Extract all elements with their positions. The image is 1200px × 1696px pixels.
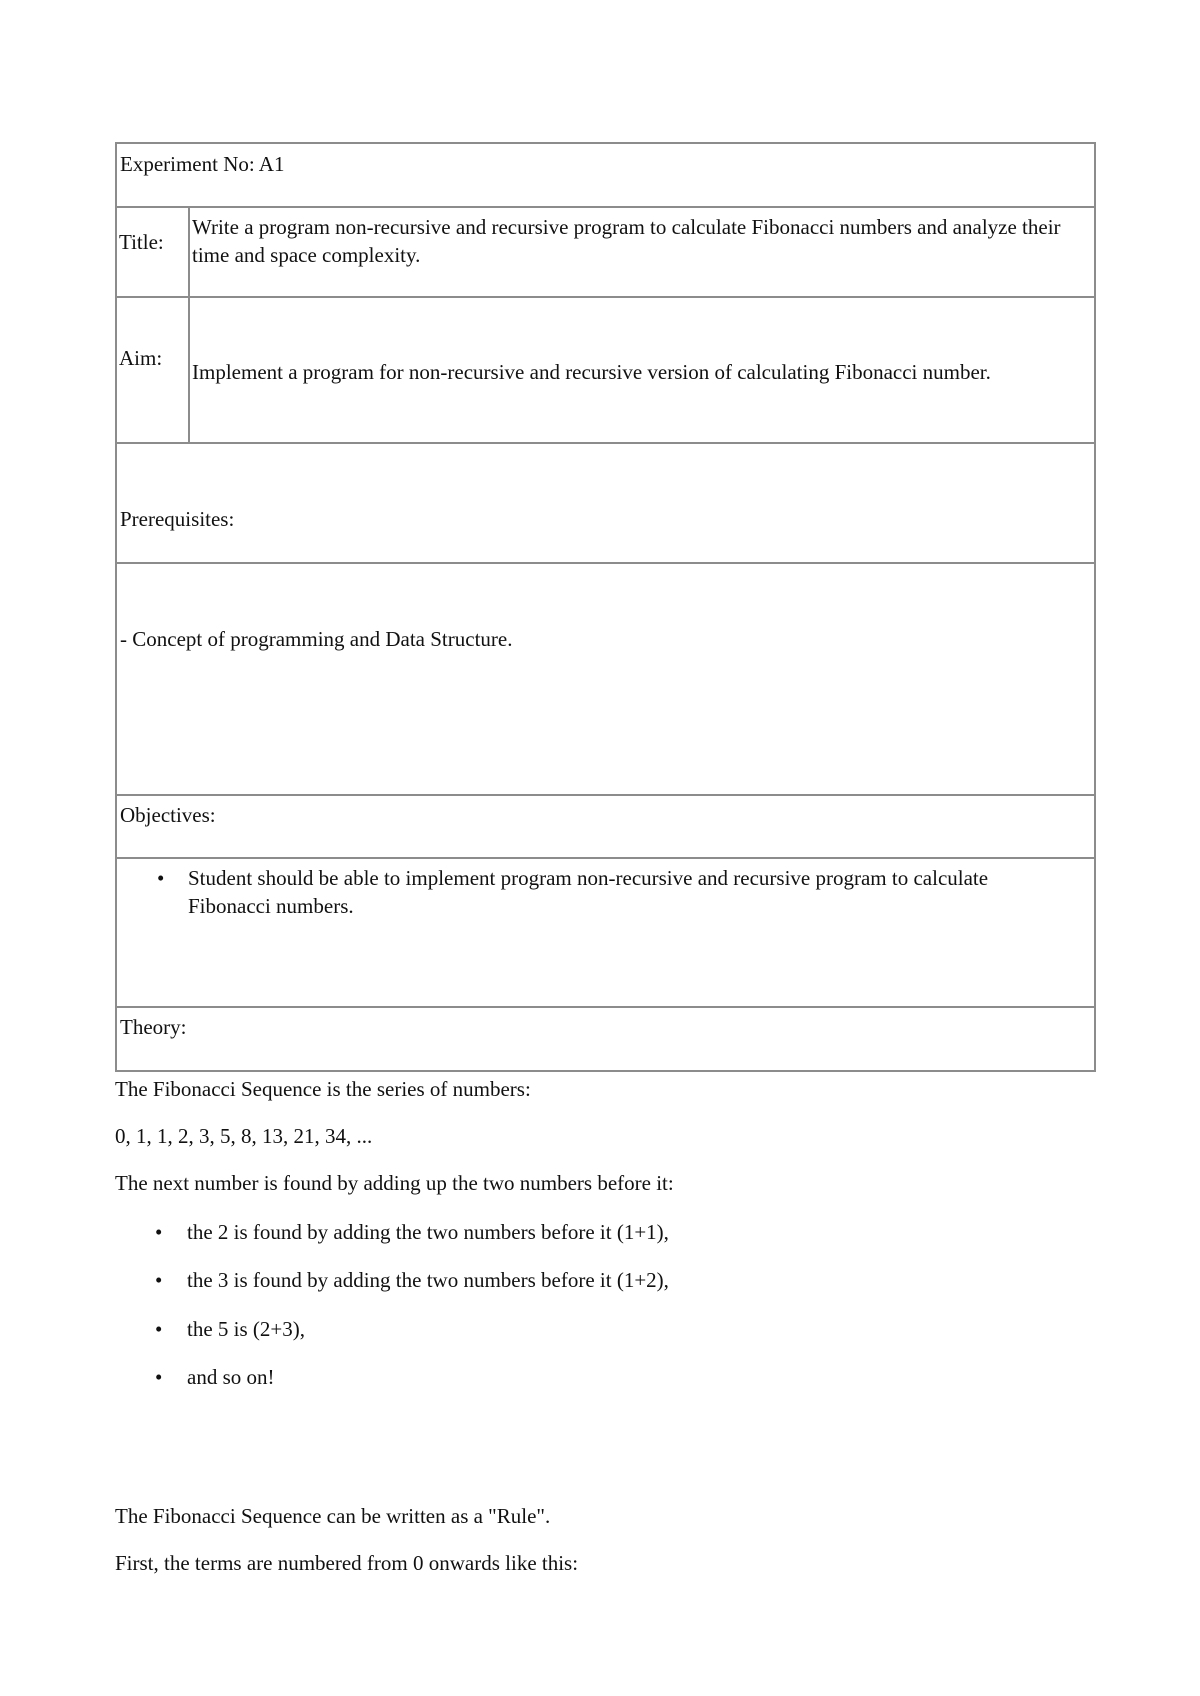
- aim-value: Implement a program for non-recursive and recursive version of calculating Fibonacci number.: [192, 360, 991, 384]
- example-text: and so on!: [187, 1365, 275, 1389]
- title-value: Write a program non-recursive and recursive program to calculate Fibonacci numbers and analyze their time and space complexity.: [192, 215, 1061, 267]
- prerequisites-content: - Concept of programming and Data Structure.: [120, 627, 513, 651]
- aim-row: [117, 298, 1094, 444]
- fibonacci-sequence: 0, 1, 1, 2, 3, 5, 8, 13, 21, 34, ...: [115, 1124, 373, 1148]
- bullet-icon: •: [157, 866, 165, 890]
- objectives-heading: Objectives:: [120, 803, 216, 827]
- bullet-icon: •: [155, 1365, 163, 1389]
- fibonacci-intro: The Fibonacci Sequence is the series of numbers:: [115, 1077, 531, 1101]
- theory-heading-row: [117, 1008, 1094, 1070]
- bullet-icon: •: [155, 1317, 163, 1341]
- title-row: [117, 208, 1094, 298]
- title-label-cell: [117, 208, 190, 296]
- aim-value-cell: [190, 298, 1094, 442]
- experiment-number: Experiment No: A1: [120, 152, 285, 176]
- theory-heading: Theory:: [120, 1015, 187, 1039]
- experiment-number-row: [117, 144, 1094, 208]
- title-value-cell: [190, 208, 1094, 296]
- example-text: the 3 is found by adding the two numbers before it (1+2),: [187, 1268, 669, 1292]
- objectives-heading-row: [117, 796, 1094, 859]
- objective-text: Student should be able to implement program non-recursive and recursive program to calculate Fibonacci numbers.: [188, 866, 989, 918]
- prerequisites-heading-row: [117, 444, 1094, 564]
- bullet-icon: •: [155, 1220, 163, 1244]
- prerequisites-heading: Prerequisites:: [120, 507, 235, 531]
- prerequisites-content-row: [117, 564, 1094, 796]
- bullet-icon: •: [155, 1268, 163, 1292]
- aim-label-cell: [117, 298, 190, 442]
- example-text: the 2 is found by adding the two numbers before it (1+1),: [187, 1220, 669, 1244]
- rule-intro: The Fibonacci Sequence can be written as a "Rule".: [115, 1504, 551, 1528]
- next-number-rule: The next number is found by adding up the two numbers before it:: [115, 1171, 674, 1195]
- example-text: the 5 is (2+3),: [187, 1317, 305, 1341]
- title-label: Title:: [119, 230, 164, 254]
- aim-label: Aim:: [119, 346, 163, 370]
- experiment-table: [115, 142, 1096, 1072]
- objectives-content-row: [117, 859, 1094, 1008]
- terms-intro: First, the terms are numbered from 0 onwards like this:: [115, 1551, 579, 1575]
